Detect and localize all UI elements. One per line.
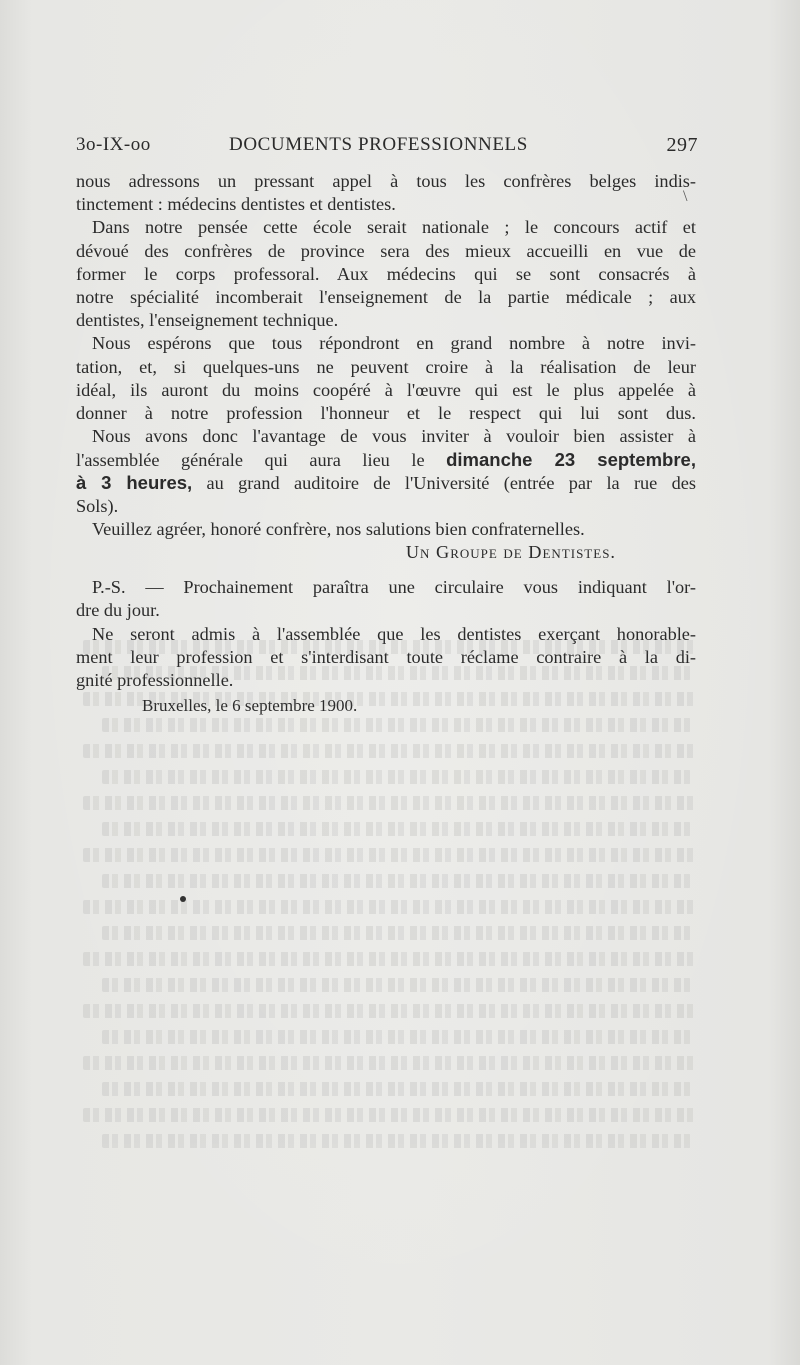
text-line: Ne seront admis à l'assemblée que les dentistes exerçant honorable-	[92, 623, 696, 644]
text-line: nous adressons un pressant appel à tous les confrères belges indis-	[76, 171, 696, 191]
bold-time: à 3 heures,	[76, 472, 193, 494]
text-line: donner à notre profession l'honneur et le respect qui lui sont dus.	[76, 402, 696, 423]
text-line: tinctement : médecins dentistes et dentistes.	[76, 194, 396, 215]
text-line: ment leur profession et s'interdisant toute réclame contraire à la di-	[76, 646, 696, 667]
text-line: gnité professionnelle.	[76, 669, 234, 690]
bleed-through-texture	[70, 640, 710, 1200]
text-line: tation, et, si quelques-uns ne peuvent croire à la réalisation de leur	[76, 356, 696, 377]
text-line: Veuillez agréer, honoré confrère, nos salutions bien confraternelles.	[92, 518, 585, 539]
text-line: dentistes, l'enseignement technique.	[76, 310, 339, 331]
text-segment: au grand auditoire de l'Université (entrée par la rue des	[206, 473, 696, 494]
running-header	[76, 134, 698, 160]
text-line: dévoué des confrères de province sera des mieux accueilli en vue de	[76, 240, 696, 261]
text-segment: l'assemblée générale qui aura lieu le	[76, 450, 425, 471]
text-line: P.-S. — Prochainement paraîtra une circulaire vous indiquant l'or-	[92, 577, 696, 598]
text-line: Sols).	[76, 495, 119, 516]
spacer	[76, 564, 696, 576]
text-line: former le corps professoral. Aux médecins qui se sont consacrés à	[76, 263, 696, 284]
signature: Un Groupe de Dentistes.	[405, 542, 616, 562]
page-number: 297	[666, 134, 698, 156]
body-text	[76, 170, 696, 717]
margin-tick-mark: \	[683, 188, 688, 205]
ink-spot	[180, 896, 186, 902]
header-title: DOCUMENTS PROFESSIONNELS	[229, 134, 528, 155]
text-line: Dans notre pensée cette école serait nationale ; le concours actif et	[92, 217, 696, 238]
text-line	[76, 448, 696, 471]
header-date: 3o-IX-oo	[76, 134, 151, 155]
text-line: Nous avons donc l'avantage de vous inviter à vouloir bien assister à	[92, 426, 696, 447]
text-line: notre spécialité incomberait l'enseignement de la partie médicale ; aux	[76, 286, 696, 307]
text-line: dre du jour.	[76, 600, 160, 621]
text-line: Nous espérons que tous répondront en grand nombre à notre invi-	[92, 333, 696, 354]
dateline: Bruxelles, le 6 septembre 1900.	[142, 696, 358, 716]
text-line	[76, 471, 696, 494]
bold-date: dimanche 23 septembre,	[446, 449, 696, 471]
text-line: idéal, ils auront du moins coopéré à l'œuvre qui est le plus appelée à	[76, 379, 696, 400]
